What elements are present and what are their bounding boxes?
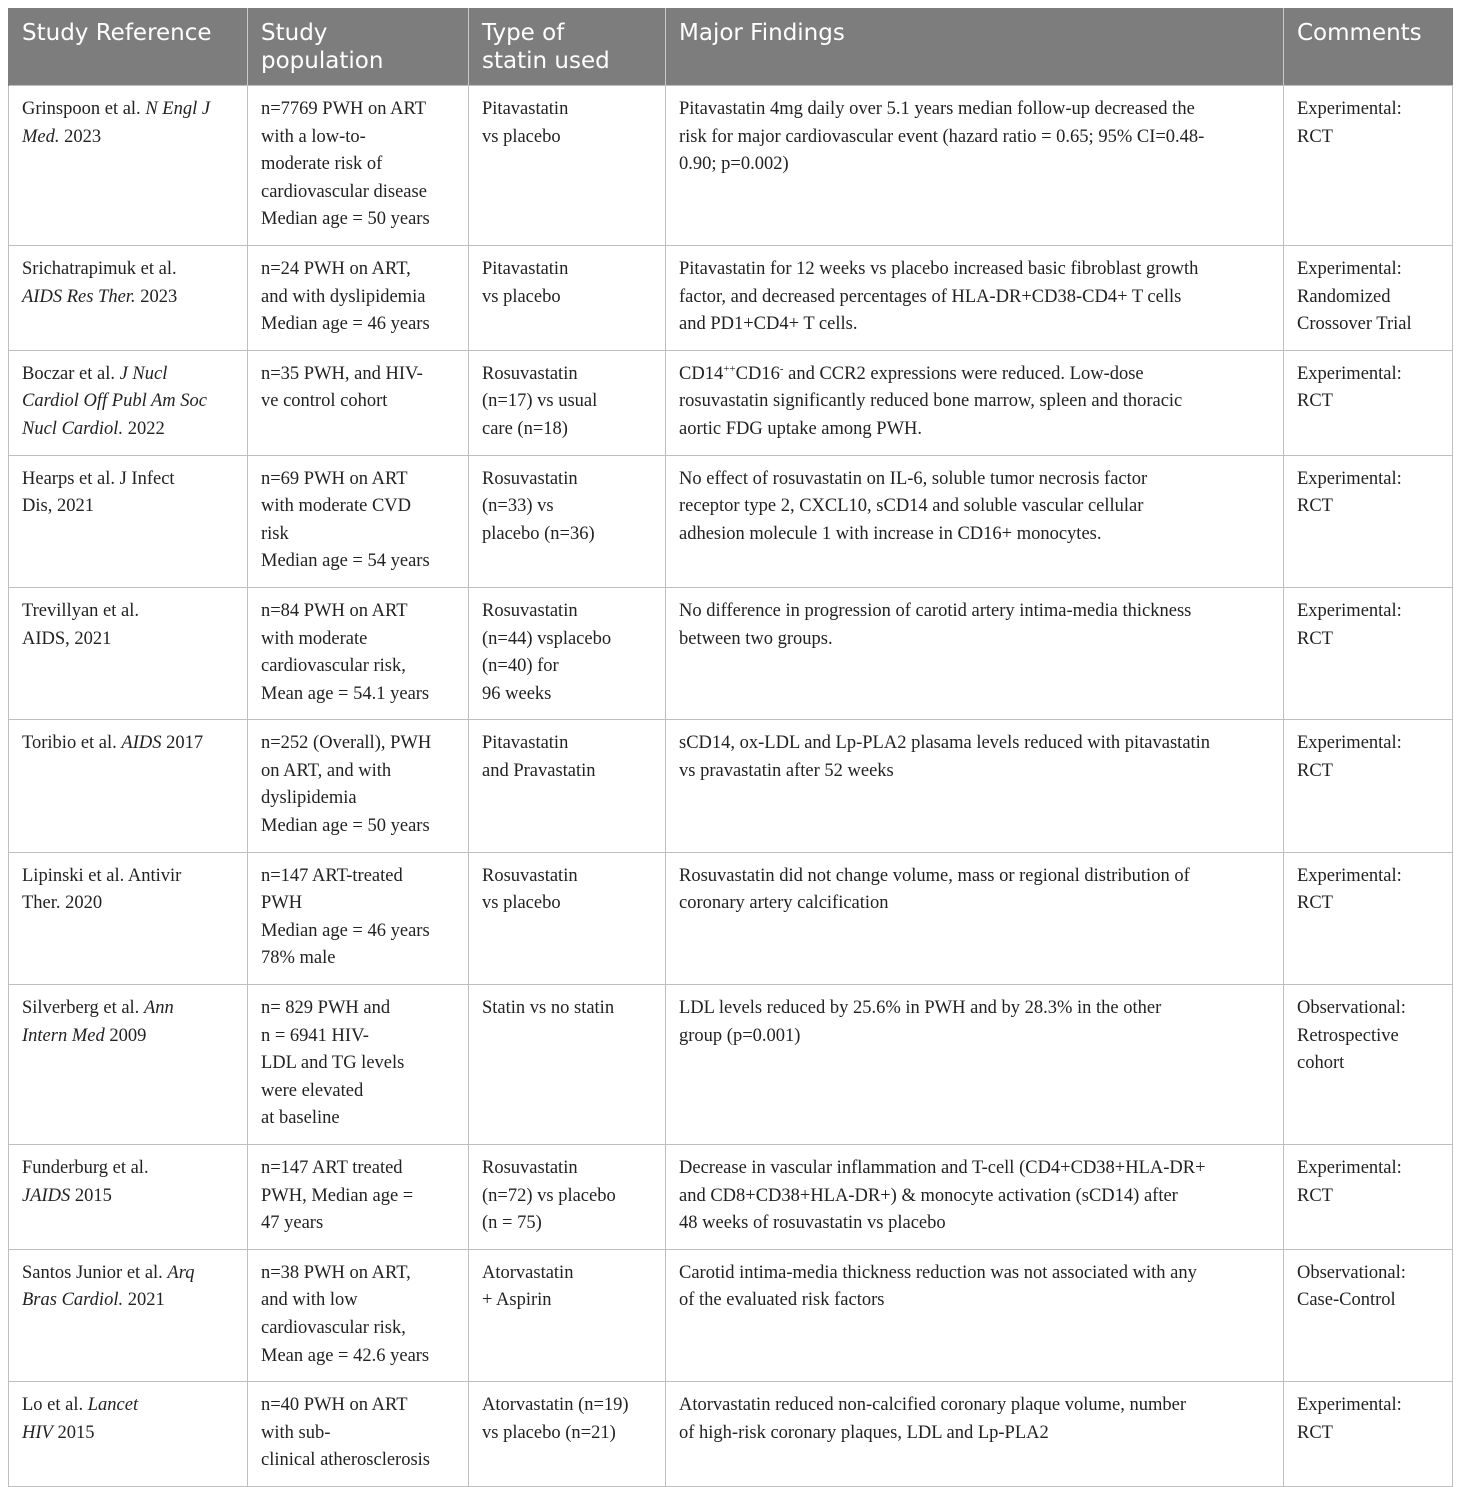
cell-statin-type <box>469 587 666 719</box>
text-line: Median age = 46 years <box>261 314 430 335</box>
text-line: RCT <box>1297 496 1333 517</box>
text-line <box>679 1183 1270 1211</box>
text-run: 2009 <box>104 1025 147 1046</box>
cell-major-findings <box>666 1382 1284 1487</box>
text-line: n=35 PWH, and HIV- <box>261 363 423 384</box>
text-line: Mean age = 42.6 years <box>261 1345 430 1366</box>
text-line: n=24 PWH on ART, <box>261 258 411 279</box>
text-line: n=40 PWH on ART <box>261 1395 408 1416</box>
italic-text: AIDS Res Ther. <box>22 286 136 307</box>
cell-major-findings <box>666 245 1284 350</box>
text-line <box>679 493 1270 521</box>
italic-text: JAIDS <box>22 1185 71 1206</box>
text-line <box>679 388 1270 416</box>
text-line: dyslipidemia <box>261 788 357 809</box>
cell-major-findings <box>666 86 1284 246</box>
text-line: Rosuvastatin <box>482 600 578 621</box>
text-line <box>22 1260 234 1288</box>
text-line <box>22 1155 234 1183</box>
text-line: (n = 75) <box>482 1213 542 1234</box>
text-run: No effect of rosuvastatin on IL-6, soluble tumor necrosis factor <box>679 468 1148 489</box>
text-run: Trevillyan et al. <box>22 600 139 621</box>
text-line: Observational: <box>1297 1262 1406 1283</box>
header-study-population: Study population <box>248 8 469 86</box>
text-line <box>679 466 1270 494</box>
text-line: at baseline <box>261 1108 340 1129</box>
text-line <box>679 284 1270 312</box>
text-line: RCT <box>1297 1422 1333 1443</box>
text-line: Experimental: <box>1297 1158 1402 1178</box>
cell-study-reference <box>9 350 248 455</box>
cell-study-population <box>248 852 469 984</box>
italic-text: AIDS <box>121 733 162 754</box>
text-run: 2023 <box>135 286 178 307</box>
cell-statin-type <box>469 985 666 1145</box>
text-line: and with dyslipidemia <box>261 286 426 307</box>
text-line <box>22 1287 234 1315</box>
text-line: n=69 PWH on ART <box>261 468 408 489</box>
text-line: Pitavastatin <box>482 258 569 279</box>
superscript-text: - <box>779 362 784 375</box>
table-row <box>9 455 1453 587</box>
italic-text: N Engl J <box>145 99 211 119</box>
text-run: Boczar et al. <box>22 363 120 384</box>
text-run: Atorvastatin reduced non-calcified coronary plaque volume, number <box>679 1395 1187 1416</box>
text-run: of high-risk coronary plaques, LDL and Lp-PLA2 <box>679 1422 1049 1443</box>
text-line: moderate risk of <box>261 154 383 175</box>
cell-major-findings <box>666 985 1284 1145</box>
text-run: CD14 <box>679 363 724 384</box>
text-line: ve control cohort <box>261 391 388 412</box>
text-line: vs placebo (n=21) <box>482 1422 616 1443</box>
text-line <box>679 1210 1270 1238</box>
text-run: AIDS, 2021 <box>22 628 112 649</box>
text-line: Median age = 50 years <box>261 816 430 837</box>
text-run: Decrease in vascular inflammation and T-cell (CD4+CD38+HLA-DR+ <box>679 1158 1206 1178</box>
table-row <box>9 587 1453 719</box>
text-line: n=147 ART-treated <box>261 865 403 886</box>
text-run: 2022 <box>123 418 165 439</box>
text-line <box>22 1420 234 1448</box>
text-line <box>679 626 1270 654</box>
text-line <box>679 758 1270 786</box>
text-run: Srichatrapimuk et al. <box>22 258 177 279</box>
cell-study-reference <box>9 86 248 246</box>
text-line: (n=17) vs usual <box>482 391 598 412</box>
cell-study-reference <box>9 720 248 852</box>
italic-text: Ann <box>143 998 174 1019</box>
cell-major-findings <box>666 587 1284 719</box>
text-line <box>679 311 1270 339</box>
table-row <box>9 1145 1453 1250</box>
text-run: CD16 <box>735 363 780 384</box>
text-line <box>22 626 234 654</box>
text-line: Case-Control <box>1297 1290 1396 1311</box>
text-run: of the evaluated risk factors <box>679 1290 885 1311</box>
text-line: Rosuvastatin <box>482 865 578 886</box>
text-run: Ther. 2020 <box>22 893 103 914</box>
italic-text: Intern Med <box>22 1025 105 1046</box>
cell-statin-type <box>469 245 666 350</box>
cell-study-population <box>248 720 469 852</box>
text-line: Median age = 54 years <box>261 551 430 572</box>
text-run: sCD14, ox-LDL and Lp-PLA2 plasama levels reduced with pitavastatin <box>679 733 1211 754</box>
cell-statin-type <box>469 1382 666 1487</box>
cell-study-population <box>248 1145 469 1250</box>
cell-comments <box>1284 86 1453 246</box>
text-run: 48 weeks of rosuvastatin vs placebo <box>679 1213 946 1234</box>
cell-statin-type <box>469 1249 666 1381</box>
text-line: placebo (n=36) <box>482 523 595 544</box>
text-line: Experimental: <box>1297 865 1402 886</box>
cell-study-reference <box>9 455 248 587</box>
cell-statin-type <box>469 350 666 455</box>
text-run: Hearps et al. J Infect <box>22 468 175 489</box>
italic-text: HIV <box>22 1422 53 1443</box>
header-major-findings: Major Findings <box>666 8 1284 86</box>
text-line: cardiovascular risk, <box>261 656 406 677</box>
cell-comments <box>1284 1382 1453 1487</box>
text-run: risk for major cardiovascular event (hazard ratio = 0.65; 95% CI=0.48- <box>679 126 1205 147</box>
text-run: 2021 <box>123 1290 165 1311</box>
text-line: n = 6941 HIV- <box>261 1025 369 1046</box>
text-line: with moderate CVD <box>261 496 412 517</box>
table-header <box>9 8 1453 86</box>
text-run: receptor type 2, CXCL10, sCD14 and soluble vascular cellular <box>679 496 1144 517</box>
text-line: vs placebo <box>482 286 561 307</box>
cell-study-reference <box>9 245 248 350</box>
cell-study-population <box>248 1249 469 1381</box>
text-line: clinical atherosclerosis <box>261 1450 431 1471</box>
table-row <box>9 985 1453 1145</box>
table-row <box>9 245 1453 350</box>
text-line: Observational: <box>1297 998 1406 1019</box>
cell-comments <box>1284 720 1453 852</box>
cell-statin-type <box>469 455 666 587</box>
superscript-text: ++ <box>723 362 736 375</box>
text-run: group (p=0.001) <box>679 1025 801 1046</box>
text-line: Pitavastatin <box>482 733 569 754</box>
text-line: RCT <box>1297 1185 1333 1206</box>
text-run: Grinspoon et al. <box>22 99 146 119</box>
text-run: Lo et al. <box>22 1395 88 1416</box>
text-line <box>679 890 1270 918</box>
cell-major-findings <box>666 1249 1284 1381</box>
header-study-reference: Study Reference <box>9 8 248 86</box>
text-run: Toribio et al. <box>22 733 122 754</box>
text-line: PWH, Median age = <box>261 1185 414 1206</box>
text-line <box>22 995 234 1023</box>
cell-study-population <box>248 350 469 455</box>
table-row <box>9 86 1453 246</box>
text-line: RCT <box>1297 893 1333 914</box>
text-line: RCT <box>1297 391 1333 412</box>
text-run: aortic FDG uptake among PWH. <box>679 418 923 439</box>
text-line: n=252 (Overall), PWH <box>261 733 432 754</box>
text-line <box>679 1155 1270 1183</box>
text-line: cardiovascular disease <box>261 181 427 202</box>
cell-comments <box>1284 455 1453 587</box>
studies-table-container <box>8 8 1452 1487</box>
cell-statin-type <box>469 86 666 246</box>
text-run: Rosuvastatin did not change volume, mass or regional distribution of <box>679 865 1190 886</box>
text-line: Experimental: <box>1297 468 1402 489</box>
text-line: Experimental: <box>1297 99 1402 119</box>
cell-comments <box>1284 985 1453 1145</box>
text-run: and PD1+CD4+ T cells. <box>679 314 858 335</box>
text-line <box>679 1260 1270 1288</box>
text-line: Retrospective <box>1297 1025 1399 1046</box>
header-comments: Comments <box>1284 8 1453 86</box>
text-line <box>22 863 234 891</box>
text-line: LDL and TG levels <box>261 1053 405 1074</box>
text-line <box>679 1287 1270 1315</box>
text-line <box>22 388 234 416</box>
cell-study-reference <box>9 852 248 984</box>
text-line: PWH <box>261 893 303 914</box>
text-line: n=7769 PWH on ART <box>261 99 427 119</box>
text-run: vs pravastatin after 52 weeks <box>679 760 894 781</box>
text-run: 2017 <box>161 733 204 754</box>
text-line <box>22 256 234 284</box>
text-run: Lipinski et al. Antivir <box>22 865 182 886</box>
italic-text: Med. <box>22 126 60 147</box>
cell-comments <box>1284 245 1453 350</box>
cell-study-reference <box>9 985 248 1145</box>
text-line <box>22 493 234 521</box>
text-line: (n=40) for <box>482 656 559 677</box>
cell-statin-type <box>469 852 666 984</box>
text-line: Randomized <box>1297 286 1391 307</box>
text-line <box>22 598 234 626</box>
text-line <box>679 416 1270 444</box>
text-line: Rosuvastatin <box>482 1158 578 1178</box>
text-line <box>22 416 234 444</box>
cell-major-findings <box>666 852 1284 984</box>
text-line: on ART, and with <box>261 760 392 781</box>
text-line: n=38 PWH on ART, <box>261 1262 411 1283</box>
text-line: Experimental: <box>1297 733 1402 754</box>
text-line: Statin vs no statin <box>482 998 615 1019</box>
cell-statin-type <box>469 720 666 852</box>
text-run: adhesion molecule 1 with increase in CD16+ monocytes. <box>679 523 1102 544</box>
text-line: Mean age = 54.1 years <box>261 683 430 704</box>
table-row <box>9 1382 1453 1487</box>
text-line: and with low <box>261 1290 358 1311</box>
text-line: RCT <box>1297 126 1333 147</box>
text-line: + Aspirin <box>482 1290 552 1311</box>
table-row <box>9 720 1453 852</box>
cell-study-reference <box>9 1382 248 1487</box>
text-run: coronary artery calcification <box>679 893 889 914</box>
text-line <box>22 466 234 494</box>
text-line: vs placebo <box>482 893 561 914</box>
text-run: 2015 <box>70 1185 112 1206</box>
text-line: Experimental: <box>1297 1395 1402 1416</box>
text-run: No difference in progression of carotid artery intima-media thickness <box>679 600 1192 621</box>
cell-study-reference <box>9 1249 248 1381</box>
text-run: 0.90; p=0.002) <box>679 154 789 175</box>
italic-text: Lancet <box>87 1395 139 1416</box>
text-line <box>22 1023 234 1051</box>
text-line: 47 years <box>261 1213 324 1234</box>
header-statin-type: Type of statin used <box>469 8 666 86</box>
text-run: Funderburg et al. <box>22 1158 149 1178</box>
text-line: risk <box>261 523 289 544</box>
text-line: cardiovascular risk, <box>261 1317 406 1338</box>
cell-study-population <box>248 455 469 587</box>
cell-study-reference <box>9 1145 248 1250</box>
text-line: with sub- <box>261 1422 331 1443</box>
text-run: Carotid intima-media thickness reduction was not associated with any <box>679 1262 1197 1283</box>
text-run: between two groups. <box>679 628 833 649</box>
cell-comments <box>1284 350 1453 455</box>
text-line: vs placebo <box>482 126 561 147</box>
text-line <box>679 1420 1270 1448</box>
text-run: LDL levels reduced by 25.6% in PWH and by 28.3% in the other <box>679 998 1162 1019</box>
text-line <box>679 730 1270 758</box>
cell-study-reference <box>9 587 248 719</box>
italic-text: Bras Cardiol. <box>22 1290 124 1311</box>
text-line <box>22 96 234 124</box>
cell-study-population <box>248 245 469 350</box>
text-line: Atorvastatin (n=19) <box>482 1395 629 1416</box>
cell-study-population <box>248 86 469 246</box>
text-run: Pitavastatin 4mg daily over 5.1 years median follow-up decreased the <box>679 99 1195 119</box>
text-line <box>679 598 1270 626</box>
text-line <box>679 256 1270 284</box>
text-line <box>22 124 234 152</box>
text-line: (n=72) vs placebo <box>482 1185 616 1206</box>
italic-text: Nucl Cardiol. <box>22 418 124 439</box>
cell-study-population <box>248 1382 469 1487</box>
cell-statin-type <box>469 1145 666 1250</box>
text-line: RCT <box>1297 760 1333 781</box>
table-body <box>9 86 1453 1487</box>
text-run: Pitavastatin for 12 weeks vs placebo increased basic fibroblast growth <box>679 258 1199 279</box>
text-run: and CCR2 expressions were reduced. Low-dose <box>783 363 1144 384</box>
text-run: 2023 <box>59 126 102 147</box>
text-run: Santos Junior et al. <box>22 1262 168 1283</box>
text-line: Median age = 46 years <box>261 920 430 941</box>
text-line: n=147 ART treated <box>261 1158 403 1178</box>
text-line: Median age = 50 years <box>261 209 430 230</box>
text-line: care (n=18) <box>482 418 568 439</box>
text-line: RCT <box>1297 628 1333 649</box>
text-run: rosuvastatin significantly reduced bone marrow, spleen and thoracic <box>679 391 1183 412</box>
text-run: factor, and decreased percentages of HLA-DR+CD38-CD4+ T cells <box>679 286 1182 307</box>
cell-major-findings <box>666 455 1284 587</box>
text-line: n= 829 PWH and <box>261 998 391 1019</box>
italic-text: Cardiol Off Publ Am Soc <box>22 391 207 412</box>
text-line: Experimental: <box>1297 363 1402 384</box>
text-line <box>679 1023 1270 1051</box>
italic-text: Arq <box>167 1262 195 1283</box>
text-line: 78% male <box>261 948 336 969</box>
text-run: 2015 <box>52 1422 95 1443</box>
text-line <box>679 521 1270 549</box>
text-line: Experimental: <box>1297 600 1402 621</box>
text-line <box>679 361 1270 389</box>
text-line <box>22 284 234 312</box>
text-line <box>679 96 1270 124</box>
text-line: and Pravastatin <box>482 760 596 781</box>
table-row <box>9 1249 1453 1381</box>
text-line: (n=44) vsplacebo <box>482 628 612 649</box>
cell-comments <box>1284 1249 1453 1381</box>
text-run: Dis, 2021 <box>22 496 94 517</box>
text-line: Rosuvastatin <box>482 468 578 489</box>
text-line <box>22 361 234 389</box>
cell-comments <box>1284 587 1453 719</box>
text-line: were elevated <box>261 1080 364 1101</box>
cell-major-findings <box>666 1145 1284 1250</box>
text-line: Experimental: <box>1297 258 1402 279</box>
text-line <box>679 1392 1270 1420</box>
text-line: with moderate <box>261 628 368 649</box>
text-line <box>679 995 1270 1023</box>
cell-study-population <box>248 985 469 1145</box>
cell-major-findings <box>666 720 1284 852</box>
cell-major-findings <box>666 350 1284 455</box>
table-row <box>9 852 1453 984</box>
text-line: Crossover Trial <box>1297 314 1412 335</box>
text-line <box>22 890 234 918</box>
table-row <box>9 350 1453 455</box>
text-line <box>22 730 234 758</box>
text-line: Pitavastatin <box>482 99 569 119</box>
statin-studies-table <box>8 8 1453 1487</box>
text-run: and CD8+CD38+HLA-DR+) & monocyte activation (sCD14) after <box>679 1185 1178 1206</box>
text-run: Silverberg et al. <box>22 998 144 1019</box>
text-line: cohort <box>1297 1053 1345 1074</box>
cell-study-population <box>248 587 469 719</box>
cell-comments <box>1284 852 1453 984</box>
text-line <box>679 151 1270 179</box>
text-line <box>679 124 1270 152</box>
text-line: 96 weeks <box>482 683 552 704</box>
text-line: Atorvastatin <box>482 1262 574 1283</box>
text-line: with a low-to- <box>261 126 366 147</box>
text-line <box>679 863 1270 891</box>
text-line: (n=33) vs <box>482 496 554 517</box>
italic-text: J Nucl <box>119 363 168 384</box>
text-line <box>22 1183 234 1211</box>
text-line: n=84 PWH on ART <box>261 600 408 621</box>
text-line <box>22 1392 234 1420</box>
text-line: Rosuvastatin <box>482 363 578 384</box>
cell-comments <box>1284 1145 1453 1250</box>
header-row <box>9 8 1453 86</box>
